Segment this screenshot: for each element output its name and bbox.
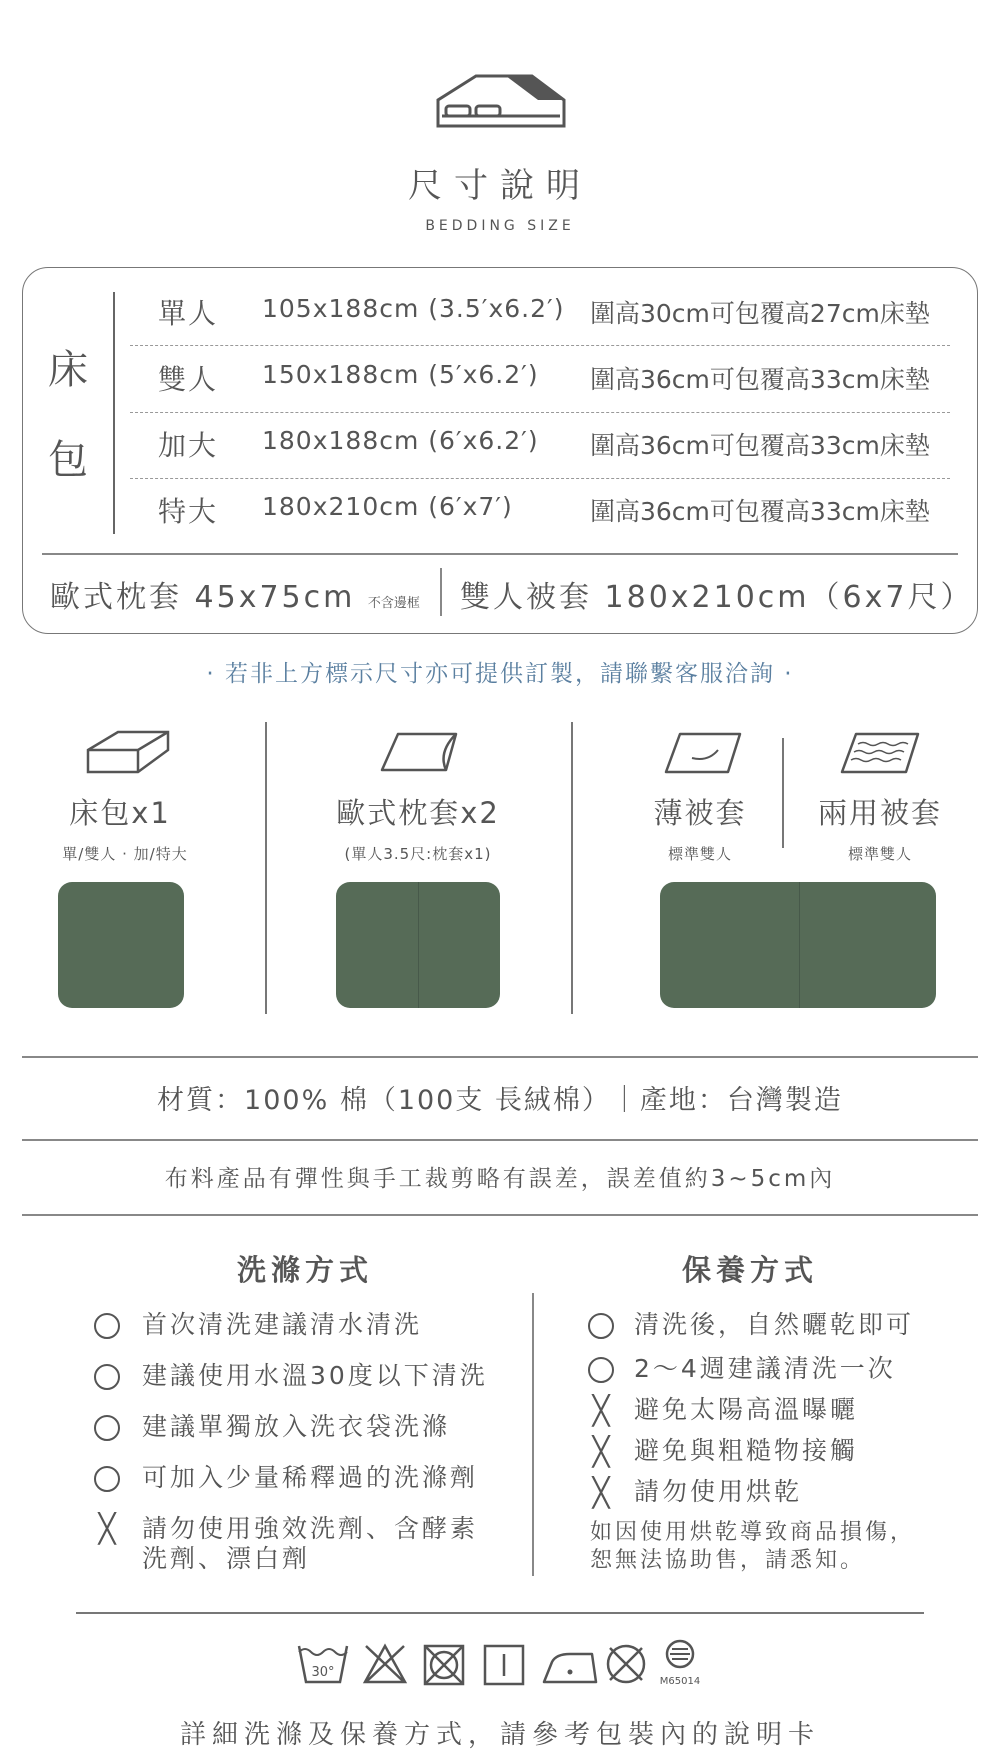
product-name: 歐式枕套x2 xyxy=(336,796,500,830)
certification-mark-icon xyxy=(658,1638,714,1690)
bed-house-icon xyxy=(432,70,568,132)
washing-title: 洗滌方式 xyxy=(236,1253,373,1287)
size-row-note: 圍高36cm可包覆高33cm床墊 xyxy=(590,497,930,526)
dual-quilt-icon xyxy=(838,730,922,778)
product-col-separator xyxy=(782,738,784,848)
pillowcase-note: 不含邊框 xyxy=(367,596,420,611)
care-item: 請勿使用烘乾 xyxy=(634,1477,803,1506)
size-row-dims: 180x210cm (6′x7′) xyxy=(262,492,513,521)
pillow-icon xyxy=(376,728,460,776)
washing-item: 建議單獨放入洗衣袋洗滌 xyxy=(142,1412,451,1441)
cert-code: M65014 xyxy=(659,1676,701,1687)
wash-30-icon xyxy=(296,1642,350,1686)
fitted-sheet-icon xyxy=(84,728,172,776)
product-col-separator xyxy=(571,722,573,1014)
washing-item: 首次清洗建議清水清洗 xyxy=(142,1310,423,1339)
pillowcase-size: 歐式枕套 45x75cm 不含邊框 xyxy=(50,580,420,615)
circle-icon xyxy=(94,1313,120,1339)
circle-icon xyxy=(94,1415,120,1441)
product-col-separator xyxy=(265,722,267,1014)
size-row-dims: 105x188cm (3.5′x6.2′) xyxy=(262,294,565,323)
cross-icon: ╳ xyxy=(592,1394,610,1427)
section-divider xyxy=(22,1214,978,1216)
size-row-dims: 180x188cm (6′x6.2′) xyxy=(262,426,539,455)
section-divider xyxy=(22,1056,978,1058)
no-bleach-icon xyxy=(362,1642,408,1686)
circle-icon xyxy=(588,1313,614,1339)
cross-icon: ╳ xyxy=(98,1512,116,1545)
line-dry-icon xyxy=(482,1642,526,1686)
circle-icon xyxy=(94,1364,120,1390)
washing-item: 請勿使用強效洗劑、含酵素 xyxy=(142,1514,479,1543)
product-sub: 標準雙人 xyxy=(847,845,912,863)
washing-item: 可加入少量稀釋過的洗滌劑 xyxy=(142,1463,479,1492)
size-row-name: 特大 xyxy=(158,495,219,528)
size-row-note: 圍高36cm可包覆高33cm床墊 xyxy=(590,431,930,460)
size-table-hline xyxy=(42,553,958,555)
no-dry-clean-icon xyxy=(604,1642,648,1686)
duvet-size: 雙人被套 180x210cm（6x7尺） xyxy=(460,580,974,615)
swatch-fold-line xyxy=(418,882,419,1008)
section-divider xyxy=(22,1139,978,1141)
footer-divider xyxy=(76,1612,924,1614)
fabric-swatch xyxy=(58,882,184,1008)
washing-item: 建議使用水溫30度以下清洗 xyxy=(142,1361,488,1390)
product-sub: (單人3.5尺:枕套x1) xyxy=(344,845,492,863)
cross-icon: ╳ xyxy=(592,1476,610,1509)
product-name: 兩用被套 xyxy=(817,796,942,830)
washing-item-cont: 洗劑、漂白劑 xyxy=(142,1544,311,1573)
size-tolerance: 布料產品有彈性與手工裁剪略有誤差，誤差值約3~5cm內 xyxy=(164,1166,836,1192)
wash-temp-label: 30° xyxy=(311,1665,335,1680)
care-separator xyxy=(532,1293,534,1576)
care-item: 2～4週建議清洗一次 xyxy=(634,1354,896,1383)
care-title: 保養方式 xyxy=(681,1253,818,1287)
footer-note: 詳細洗滌及保養方式，請參考包裝內的說明卡 xyxy=(179,1720,820,1750)
cross-icon: ╳ xyxy=(592,1435,610,1468)
care-item: 避免與粗糙物接觸 xyxy=(634,1436,859,1465)
size-row-dims: 150x188cm (5′x6.2′) xyxy=(262,360,539,389)
size-row-note: 圍高36cm可包覆高33cm床墊 xyxy=(590,365,930,394)
care-item: 清洗後，自然曬乾即可 xyxy=(634,1310,915,1339)
swatch-fold-line xyxy=(799,882,800,1008)
size-row-name: 單人 xyxy=(158,297,219,330)
page-title: 尺寸說明 xyxy=(408,166,592,206)
row-divider xyxy=(130,412,950,413)
fabric-swatch xyxy=(660,882,936,1008)
size-row-note: 圍高30cm可包覆高27cm床墊 xyxy=(590,299,930,328)
size-table-divider xyxy=(113,292,115,534)
care-item: 避免太陽高溫曝曬 xyxy=(634,1395,859,1424)
care-note: 恕無法協助售，請悉知。 xyxy=(590,1548,866,1573)
fitted-sheet-label-1: 床 xyxy=(48,347,88,393)
fitted-sheet-label-2: 包 xyxy=(48,437,88,483)
material-origin: 材質：100% 棉（100支 長絨棉）｜產地：台灣製造 xyxy=(157,1085,843,1116)
iron-low-icon xyxy=(540,1642,600,1686)
custom-size-notice: · 若非上方標示尺寸亦可提供訂製，請聯繫客服洽詢 · xyxy=(206,661,794,687)
product-sub: 標準雙人 xyxy=(667,845,732,863)
thin-quilt-icon xyxy=(662,730,744,778)
care-note: 如因使用烘乾導致商品損傷， xyxy=(590,1520,916,1545)
circle-icon xyxy=(588,1357,614,1383)
page-subtitle: BEDDING SIZE xyxy=(425,218,575,234)
size-row-name: 雙人 xyxy=(158,363,219,396)
circle-icon xyxy=(94,1466,120,1492)
product-name: 床包x1 xyxy=(69,796,171,830)
row-divider xyxy=(130,478,950,479)
no-tumble-dry-icon xyxy=(422,1642,466,1686)
product-name: 薄被套 xyxy=(653,796,747,830)
product-sub: 單/雙人 · 加/特大 xyxy=(62,845,188,863)
size-bottom-separator xyxy=(440,568,442,616)
size-row-name: 加大 xyxy=(158,429,219,462)
row-divider xyxy=(130,345,950,346)
